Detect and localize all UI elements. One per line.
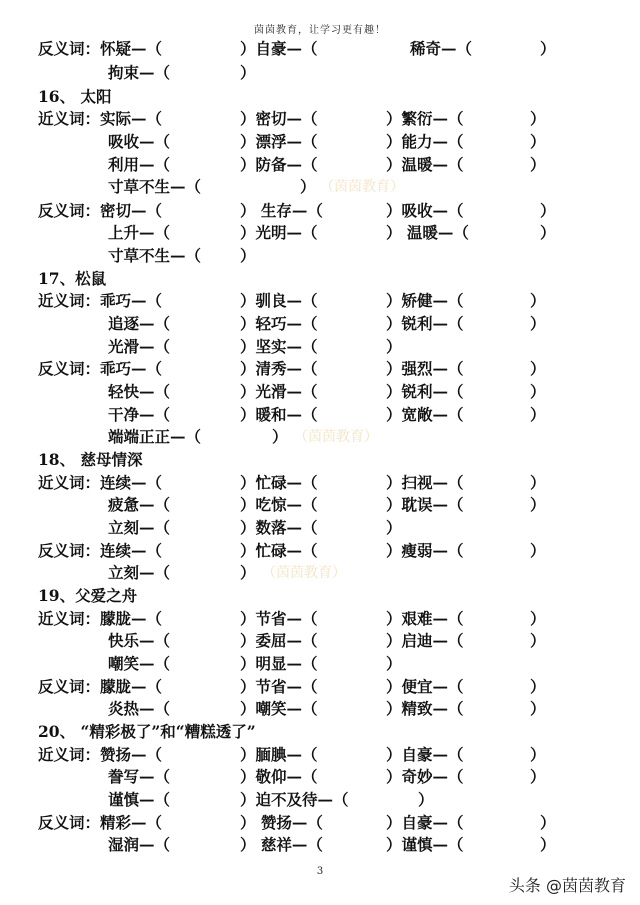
worksheet-cell: ）	[300, 177, 316, 196]
worksheet-cell: 反义词：精彩—（	[38, 813, 163, 832]
worksheet-cell: 反义词：朦胧—（	[38, 677, 163, 696]
worksheet-cell: ） 生存—（	[240, 201, 323, 220]
worksheet-cell: 反义词：怀疑—（	[38, 39, 163, 58]
worksheet-line	[0, 358, 640, 380]
worksheet-cell: ）	[540, 201, 556, 220]
worksheet-cell: ）瘦弱—（	[386, 541, 464, 560]
worksheet-cell: ）	[530, 314, 546, 333]
worksheet-cell: ）	[530, 405, 546, 424]
worksheet-cell: ）	[530, 745, 546, 764]
worksheet-line	[0, 381, 640, 403]
worksheet-line	[0, 108, 640, 130]
worksheet-cell: 吸收—（	[108, 132, 171, 151]
worksheet-line	[0, 585, 640, 607]
worksheet-cell: ）矫健—（	[386, 291, 464, 310]
worksheet-cell: 光滑—（	[108, 337, 171, 356]
worksheet-cell: ）	[386, 654, 402, 673]
worksheet-cell: ）能力—（	[386, 132, 464, 151]
worksheet-cell: 近义词：赞扬—（	[38, 745, 163, 764]
worksheet-cell: ）轻巧—（	[240, 314, 318, 333]
worksheet-cell: ）扫视—（	[386, 473, 464, 492]
worksheet-cell: ）	[540, 223, 556, 242]
worksheet-cell: ）繁衍—（	[386, 109, 464, 128]
page-header: 茵茵教育，让学习更有趣！	[254, 25, 386, 36]
worksheet-cell: ）艰难—（	[386, 609, 464, 628]
worksheet-line	[0, 38, 640, 60]
worksheet-cell: ）耽误—（	[386, 495, 464, 514]
worksheet-cell: ）	[272, 427, 288, 446]
worksheet-cell: ）温暖—（	[386, 155, 464, 174]
worksheet-line	[0, 676, 640, 698]
worksheet-cell: ） 赞扬—（	[240, 813, 323, 832]
worksheet-cell: ） 温暖—（	[386, 223, 469, 242]
worksheet-cell: ）忙碌—（	[240, 541, 318, 560]
worksheet-cell: ）	[240, 63, 256, 82]
worksheet-cell: 近义词：乖巧—（	[38, 291, 163, 310]
worksheet-cell: 近义词：连续—（	[38, 473, 163, 492]
worksheet-cell: 炎热—（	[108, 699, 171, 718]
worksheet-cell: ）	[530, 495, 546, 514]
worksheet-line	[0, 812, 640, 834]
worksheet-line	[0, 608, 640, 630]
worksheet-cell: ）迫不及待—（	[240, 790, 349, 809]
worksheet-cell: ） 慈祥—（	[240, 835, 323, 854]
worksheet-cell: 寸草不生—（	[108, 177, 202, 196]
worksheet-cell: ）	[540, 835, 556, 854]
worksheet-cell: 嘲笑—（	[108, 654, 171, 673]
page-number: 3	[316, 866, 324, 877]
worksheet-line	[0, 131, 640, 153]
watermark: （茵茵教育）	[320, 179, 404, 195]
worksheet-line	[0, 176, 640, 198]
worksheet-cell: 反义词：密切—（	[38, 201, 163, 220]
worksheet-line	[0, 86, 640, 108]
worksheet-cell: ）敬仰—（	[240, 767, 318, 786]
worksheet-cell: ）	[530, 677, 546, 696]
watermark: （茵茵教育）	[294, 429, 378, 445]
worksheet-cell: ）清秀—（	[240, 359, 318, 378]
worksheet-line	[0, 336, 640, 358]
worksheet-cell: ）委屈—（	[240, 631, 318, 650]
worksheet-line	[0, 494, 640, 516]
worksheet-cell: ）节省—（	[240, 677, 318, 696]
worksheet-cell: ）启迪—（	[386, 631, 464, 650]
worksheet-line	[0, 404, 640, 426]
worksheet-cell: 拘束—（	[108, 63, 171, 82]
worksheet-cell: ）	[386, 518, 402, 537]
worksheet-cell: 疲惫—（	[108, 495, 171, 514]
worksheet-cell: ）锐利—（	[386, 314, 464, 333]
worksheet-cell: 反义词：乖巧—（	[38, 359, 163, 378]
worksheet-cell: ）	[418, 790, 434, 809]
worksheet-cell: 16、 太阳	[38, 87, 112, 106]
worksheet-line	[0, 245, 640, 267]
worksheet-line	[0, 154, 640, 176]
worksheet-line	[0, 562, 640, 584]
worksheet-cell: 近义词：朦胧—（	[38, 609, 163, 628]
worksheet-cell: ）	[386, 337, 402, 356]
worksheet-line	[0, 540, 640, 562]
worksheet-cell: ）强烈—（	[386, 359, 464, 378]
worksheet-line	[0, 630, 640, 652]
worksheet-cell: ）自豪—（	[386, 745, 464, 764]
worksheet-cell: ）	[530, 631, 546, 650]
worksheet-cell: 端端正正—（	[108, 427, 202, 446]
worksheet-line	[0, 744, 640, 766]
worksheet-cell: ）暖和—（	[240, 405, 318, 424]
worksheet-cell: ）吃惊—（	[240, 495, 318, 514]
worksheet-cell: 反义词：连续—（	[38, 541, 163, 560]
worksheet-cell: ）	[540, 813, 556, 832]
worksheet-line	[0, 268, 640, 290]
worksheet-cell: ）	[540, 39, 556, 58]
worksheet-cell: ）	[530, 109, 546, 128]
worksheet-line	[0, 222, 640, 244]
worksheet-cell: 追逐—（	[108, 314, 171, 333]
worksheet-line	[0, 789, 640, 811]
worksheet-cell: ）	[530, 382, 546, 401]
worksheet-cell: ）锐利—（	[386, 382, 464, 401]
worksheet-cell: 18、 慈母情深	[38, 450, 143, 469]
worksheet-line	[0, 517, 640, 539]
worksheet-cell: ）	[530, 359, 546, 378]
worksheet-line	[0, 200, 640, 222]
worksheet-line	[0, 721, 640, 743]
worksheet-cell: ）忙碌—（	[240, 473, 318, 492]
worksheet-cell: ）	[240, 563, 256, 582]
worksheet-cell: ）自豪—（	[386, 813, 464, 832]
worksheet-cell: ）腼腆—（	[240, 745, 318, 764]
worksheet-line	[0, 62, 640, 84]
worksheet-cell: 立刻—（	[108, 563, 171, 582]
worksheet-cell: ）漂浮—（	[240, 132, 318, 151]
worksheet-cell: ）光明—（	[240, 223, 318, 242]
worksheet-cell: 轻快—（	[108, 382, 171, 401]
worksheet-cell: ）	[530, 132, 546, 151]
worksheet-cell: ）宽敞—（	[386, 405, 464, 424]
worksheet-cell: ）便宜—（	[386, 677, 464, 696]
worksheet-line	[0, 834, 640, 856]
worksheet-cell: ）	[530, 767, 546, 786]
worksheet-cell: ）吸收—（	[386, 201, 464, 220]
worksheet-cell: ）节省—（	[240, 609, 318, 628]
worksheet-cell: ）驯良—（	[240, 291, 318, 310]
worksheet-cell: 寸草不生—（	[108, 246, 202, 265]
worksheet-cell: ）精致—（	[386, 699, 464, 718]
worksheet-cell: ）	[530, 473, 546, 492]
worksheet-cell: ）	[530, 699, 546, 718]
worksheet-line	[0, 653, 640, 675]
worksheet-cell: ）嘲笑—（	[240, 699, 318, 718]
worksheet-cell: 近义词：实际—（	[38, 109, 163, 128]
worksheet-line	[0, 766, 640, 788]
worksheet-cell: ）	[530, 609, 546, 628]
worksheet-cell: ）明显—（	[240, 654, 318, 673]
worksheet-cell: 快乐—（	[108, 631, 171, 650]
worksheet-cell: ）	[240, 246, 256, 265]
worksheet-cell: 谨慎—（	[108, 790, 171, 809]
source-credit: 头条 @茵茵教育	[508, 876, 626, 895]
worksheet-cell: 20、 “精彩极了”和“糟糕透了”	[38, 722, 256, 741]
worksheet-cell: ）数落—（	[240, 518, 318, 537]
worksheet-cell: 上升—（	[108, 223, 171, 242]
worksheet-line	[0, 290, 640, 312]
worksheet-cell: ）光滑—（	[240, 382, 318, 401]
worksheet-cell: 19、父爱之舟	[38, 586, 138, 605]
worksheet-cell: ）密切—（	[240, 109, 318, 128]
worksheet-cell: ）坚实—（	[240, 337, 318, 356]
worksheet-cell: ）防备—（	[240, 155, 318, 174]
worksheet-cell: ）	[530, 155, 546, 174]
worksheet-cell: ）	[530, 291, 546, 310]
worksheet-cell: 17、松鼠	[38, 269, 107, 288]
worksheet-line	[0, 313, 640, 335]
worksheet-cell: 利用—（	[108, 155, 171, 174]
worksheet-line	[0, 472, 640, 494]
worksheet-cell: 誊写—（	[108, 767, 171, 786]
worksheet-cell: 湿润—（	[108, 835, 171, 854]
worksheet-line	[0, 426, 640, 448]
worksheet-line	[0, 698, 640, 720]
watermark: （茵茵教育）	[262, 565, 346, 581]
worksheet-cell: ）奇妙—（	[386, 767, 464, 786]
worksheet-cell: ）谨慎—（	[386, 835, 464, 854]
worksheet-cell: ）自豪—（	[240, 39, 318, 58]
worksheet-line	[0, 449, 640, 471]
worksheet-cell: 干净—（	[108, 405, 171, 424]
worksheet-cell: ）	[530, 541, 546, 560]
worksheet-cell: 稀奇—（	[410, 39, 473, 58]
worksheet-cell: 立刻—（	[108, 518, 171, 537]
